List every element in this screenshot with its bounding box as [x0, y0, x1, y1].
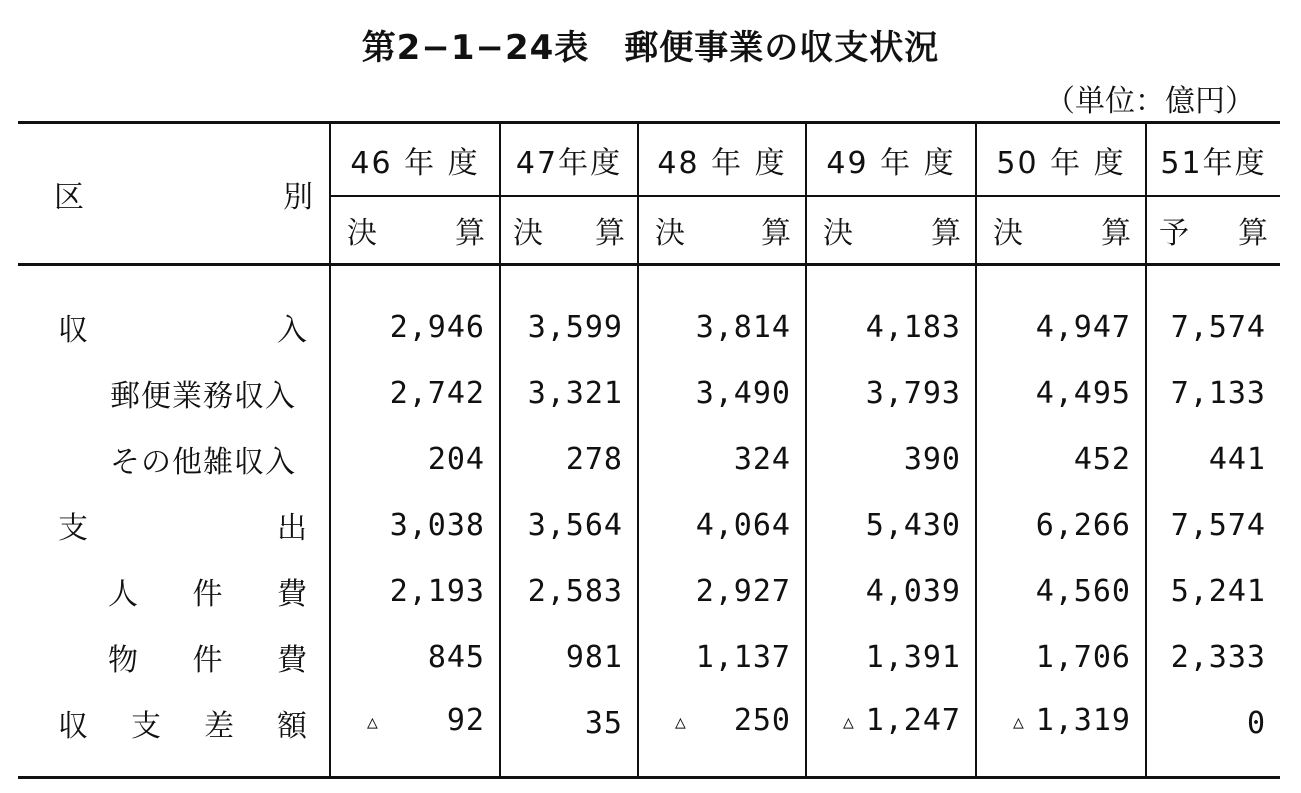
negative-marker: △: [843, 712, 855, 733]
income-expenditure-table: [18, 121, 1280, 779]
value-cell: [500, 624, 638, 690]
value-cell: [638, 360, 806, 426]
value-cell: [1146, 265, 1280, 361]
table-row: [18, 265, 1280, 361]
budget-type-header: [638, 196, 806, 265]
value-cell: [1146, 426, 1280, 492]
value-text: 3,599: [527, 309, 623, 345]
value-cell: [330, 265, 500, 361]
value-cell: [500, 426, 638, 492]
row-label-char: 費: [277, 577, 307, 612]
value-cell: [1146, 492, 1280, 558]
row-label-char: 人: [108, 577, 138, 612]
value-cell: [976, 492, 1146, 558]
value-text: 441: [1208, 441, 1266, 477]
value-text: 845: [427, 639, 485, 675]
row-label-char: 物: [108, 643, 138, 678]
value-text: 4,039: [865, 573, 961, 609]
value-cell: [976, 360, 1146, 426]
budget-type-char: 算: [455, 216, 485, 251]
year-header: 47年度: [500, 123, 638, 197]
budget-type-header: [330, 196, 500, 265]
value-text: 6,266: [1035, 507, 1131, 543]
negative-marker: △: [1013, 712, 1025, 733]
row-label-char: 件: [192, 577, 223, 612]
value-cell: [330, 690, 500, 778]
value-cell: [806, 690, 976, 778]
row-label-char: 出: [277, 511, 307, 546]
value-text: 92: [446, 703, 485, 738]
value-cell: [976, 265, 1146, 361]
value-cell: [330, 360, 500, 426]
value-text: 3,814: [695, 309, 791, 345]
row-label-char: 収: [58, 313, 88, 348]
row-label-char: 額: [277, 709, 307, 744]
value-cell: [638, 265, 806, 361]
negative-marker: △: [367, 712, 379, 733]
row-label-char: 収: [58, 709, 88, 744]
budget-type-char: 算: [1238, 216, 1268, 251]
value-cell: [976, 558, 1146, 624]
value-text: 981: [565, 639, 623, 675]
row-label: [18, 265, 330, 361]
year-header: 49 年 度: [806, 123, 976, 197]
value-cell: [1146, 360, 1280, 426]
budget-type-header: [806, 196, 976, 265]
value-text: 35: [584, 705, 623, 741]
value-cell: [806, 265, 976, 361]
row-label-text: その他雑収入: [110, 445, 296, 480]
category-header-char: 区: [54, 179, 84, 215]
value-text: 0: [1246, 705, 1266, 741]
value-cell: [976, 690, 1146, 778]
value-text: 5,430: [865, 507, 961, 543]
row-label: [18, 558, 330, 624]
year-header: 48 年 度: [638, 123, 806, 197]
value-text: 7,133: [1170, 375, 1266, 411]
value-text: 3,564: [527, 507, 623, 543]
value-cell: [638, 690, 806, 778]
value-text: 2,193: [389, 573, 485, 609]
value-text: 3,490: [695, 375, 791, 411]
budget-type-char: 決: [513, 216, 543, 251]
value-cell: [976, 426, 1146, 492]
table-row: [18, 492, 1280, 558]
value-cell: [330, 492, 500, 558]
row-label: [18, 360, 330, 426]
value-text: 2,333: [1170, 639, 1266, 675]
value-text: 250: [733, 703, 791, 738]
value-text: 3,321: [527, 375, 623, 411]
value-cell: [500, 265, 638, 361]
row-label-text: 郵便業務収入: [110, 379, 296, 414]
value-cell: [638, 492, 806, 558]
value-cell: [1146, 558, 1280, 624]
value-cell: [1146, 690, 1280, 778]
value-text: 4,560: [1035, 573, 1131, 609]
row-label: [18, 624, 330, 690]
value-text: 204: [427, 441, 485, 477]
row-label: [18, 426, 330, 492]
category-header-char: 別: [283, 179, 313, 215]
budget-type-char: 算: [595, 216, 625, 251]
value-cell: [330, 558, 500, 624]
value-text: 324: [733, 441, 791, 477]
value-text: 4,183: [865, 309, 961, 345]
value-text: 2,946: [389, 309, 485, 345]
value-cell: [638, 558, 806, 624]
row-label-char: 支: [58, 511, 88, 546]
value-text: 1,247: [865, 703, 961, 738]
budget-type-header: [976, 196, 1146, 265]
value-cell: [806, 558, 976, 624]
row-label: [18, 492, 330, 558]
value-cell: [330, 624, 500, 690]
row-label-char: 件: [192, 643, 223, 678]
value-text: 1,137: [695, 639, 791, 675]
table-row: [18, 690, 1280, 778]
budget-type-char: 決: [347, 216, 377, 251]
value-text: 7,574: [1170, 309, 1266, 345]
value-cell: [500, 360, 638, 426]
value-text: 452: [1073, 441, 1131, 477]
budget-type-char: 算: [761, 216, 791, 251]
budget-type-char: 算: [931, 216, 961, 251]
budget-type-char: 決: [993, 216, 1023, 251]
budget-type-char: 予: [1159, 216, 1189, 251]
value-cell: [330, 426, 500, 492]
value-cell: [638, 624, 806, 690]
row-label-char: 入: [277, 313, 307, 348]
value-cell: [638, 426, 806, 492]
negative-marker: △: [675, 712, 687, 733]
value-cell: [1146, 624, 1280, 690]
row-label-char: 支: [131, 709, 161, 744]
value-text: 1,706: [1035, 639, 1131, 675]
value-cell: [500, 690, 638, 778]
row-label-char: 差: [204, 709, 234, 744]
page-title: 第2−1−24表 郵便事業の収支状況: [361, 28, 940, 68]
table-row: [18, 360, 1280, 426]
value-text: 4,495: [1035, 375, 1131, 411]
year-header: 46 年 度: [330, 123, 500, 197]
value-text: 4,947: [1035, 309, 1131, 345]
row-label: [18, 690, 330, 778]
value-cell: [500, 558, 638, 624]
budget-type-char: 決: [655, 216, 685, 251]
value-text: 2,927: [695, 573, 791, 609]
value-cell: [806, 492, 976, 558]
value-text: 7,574: [1170, 507, 1266, 543]
row-label-char: 費: [277, 643, 307, 678]
year-header: 50 年 度: [976, 123, 1146, 197]
value-text: 1,319: [1035, 703, 1131, 738]
value-text: 1,391: [865, 639, 961, 675]
category-header: [18, 123, 330, 265]
budget-type-char: 算: [1101, 216, 1131, 251]
unit-note: （単位：億円）: [1045, 84, 1255, 119]
value-cell: [806, 360, 976, 426]
value-text: 2,742: [389, 375, 485, 411]
value-cell: [806, 426, 976, 492]
value-text: 5,241: [1170, 573, 1266, 609]
table-row: [18, 558, 1280, 624]
value-text: 278: [565, 441, 623, 477]
budget-type-header: [500, 196, 638, 265]
value-cell: [500, 492, 638, 558]
value-cell: [806, 624, 976, 690]
budget-type-char: 決: [823, 216, 853, 251]
budget-type-header: [1146, 196, 1280, 265]
value-text: 390: [903, 441, 961, 477]
table-row: [18, 426, 1280, 492]
value-text: 3,793: [865, 375, 961, 411]
value-text: 4,064: [695, 507, 791, 543]
value-cell: [976, 624, 1146, 690]
value-text: 3,038: [389, 507, 485, 543]
table-row: [18, 624, 1280, 690]
value-text: 2,583: [527, 573, 623, 609]
year-header: 51年度: [1146, 123, 1280, 197]
